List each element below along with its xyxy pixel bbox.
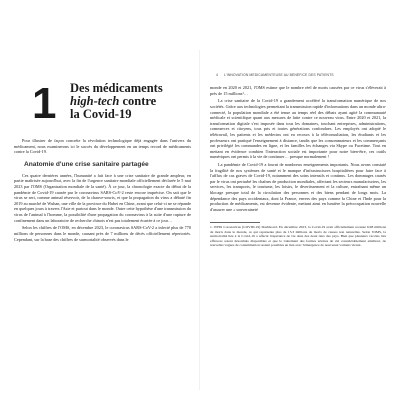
footnote-rule <box>210 222 260 223</box>
intro-paragraph: Pour illustrer de façon concrète la révolution technologique déjà engagée dans l'univers du médicament, nous examinerons ici le succès du développement en un temps record de médicaments contre la Covid-19. <box>14 138 191 155</box>
chapter-title-rest: contre <box>119 94 157 108</box>
chapter-title <box>70 82 200 121</box>
body-paragraph-1: Ces quatre dernières années, l'humanité a fait face à une crise sanitaire de grande ampleur, en partie maîtrisée aujourd'hui, avec la fin de l'urgence sanitaire mondiale officiellement déclarée le 5 mai 2023 par l'OMS (Organisation mondiale de la santé). À ce jour, la chronologie exacte du début de la pandémie de Covid-19 causée par le coronavirus SARS-CoV-2 reste encore imprécise. On sait que le virus se sert, comme animal réservoir, de la chauve-souris, et que la propagation du virus a débuté fin 2019 au marché de Wuhan, une ville de la province du Hubei en Chine, avant que celui-ci ne se répande en quelques jours à travers l'Asie et partout dans le monde. Outre cette hypothèse d'une transmission du virus de l'animal à l'homme, la possibilité d'une propagation du coronavirus à la suite d'une rupture de confinement dans un laboratoire de recherche chinois n'est pas totalement écartée à ce jour… <box>14 172 191 223</box>
body-paragraph-2: Selon les chiffres de l'OMS, en décembre 2023, le coronavirus SARS-CoV-2 a infecté plus de 770 millions de personnes dans le monde, causant près de 7 millions de décès officiellement répertoriés. Cependant, sur la base des chiffres de surmortalité observés dans le <box>14 225 191 242</box>
chapter-number: 1 <box>32 79 57 128</box>
section-heading: Anatomie d'une crise sanitaire partagée <box>24 160 149 168</box>
footnote: 1. WHO Coronavirus (COVID-19) Dashboard. En décembre 2023, la Covid-19 avait officiellement recensé 6,98 millions de morts dans le monde, ce qui représente plus de 15,3 millions de morts de causes non naturelles. Selon l'OMS, la surmortalité liée à la Covid-19 a affecté l'espérance de vie dans des deux tiers des pays. Bien que plusieurs vaccins très efficaces soient désormais disponibles et que le traitement des formes sévères ait été considérablement amélioré, de nouvelles vagues de contamination restent possibles en lien avec l'émergence de nouveaux variants viraux. <box>210 225 386 248</box>
body-paragraph-4: La crise sanitaire de la Covid-19 a grandement accéléré la transformation numérique de nos sociétés. Grâce aux technologies permettant la transmission rapide d'informations dans un monde ultra-connecté, la population mondiale a été tenue au temps réel des débats ayant agité la communauté médicale et scientifique quant aux mesures de lutte contre ce nouveau virus. Entre 2020 et 2021, la transformation digitale s'est imposée dans tous les domaines, touchant entreprises, administrations, commerces et citoyens, tous pris et toutes générations confondues. Les employés ont adopté le télétravail, les patients et les médecins ont eu recours à la téléconsultation, les étudiants et les professeurs ont pratiqué l'enseignement à distance, tandis que les consommateurs et les commerçants ont privilégié les commandes en ligne, et les familles les échanges via Skype ou Facetime. Tout en mettant en évidence combien l'interaction sociale est importante pour notre bien-être, ces outils numériques ont permis à la vie de continuer… presque normalement ! <box>210 98 386 160</box>
chapter-title-line1: Des médicaments <box>70 81 163 95</box>
chapter-title-italic: high-tech <box>70 94 120 108</box>
right-page <box>200 0 400 400</box>
chapter-title-line3: la Covid-19 <box>70 107 132 121</box>
chapter-header <box>14 80 191 138</box>
body-paragraph-3: monde en 2020 et 2021, l'OMS estime que le nombre réel de morts causées par ce virus s'élèverait à près de 15 millions¹… <box>210 85 386 96</box>
page-number: 4 <box>216 73 218 77</box>
body-paragraph-5: La pandémie de Covid-19 a fourni de nombreux enseignements importants. Nous avons constaté la fragilité de nos systèmes de santé et le manque d'infrastructures hospitalières pour faire face à l'afflux de cas graves de Covid-19, notamment des soins intensifs et continus. Les dommages causés par le virus ont perturbé les chaînes de production mondiales, affectant les secteurs manufacturiers, les services, les transports, le tourisme, les loisirs, le divertissement et la culture, entraînant même un blocage presque total de la circulation des personnes et des biens pendant de longs mois. La dépendance des pays occidentaux, dont la France, envers des pays comme la Chine et l'Inde pour la production de médicaments, est devenue évidente, mettant ainsi en lumière la préoccupation nouvelle d'assurer une « souveraineté <box>210 162 386 212</box>
running-head-title: L'INNOVATION MÉDICAMENTEUSE AU BÉNÉFICE DES PATIENTS <box>224 73 334 77</box>
